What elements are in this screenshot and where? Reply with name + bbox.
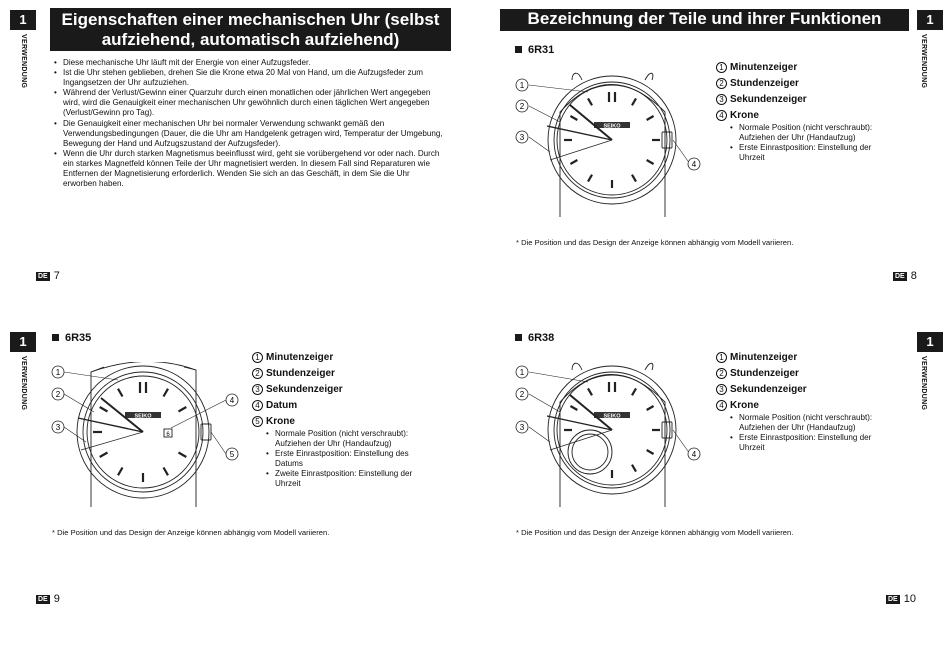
callout-2: 2 [55,390,61,399]
section-tab-p7: 1 [10,10,36,30]
hour-marker [100,453,108,458]
page9-parts-list [252,351,432,493]
section-label-p10: VERWENDUNG [920,356,927,411]
page-number: 9 [53,593,60,605]
square-bullet-icon [515,334,522,341]
crown-sub-list [730,123,896,163]
brand-logo: SEIKO [603,123,621,130]
lang-badge: DE [38,595,48,603]
callout-1: 1 [55,368,61,377]
square-bullet-icon [52,334,59,341]
hour-marker [118,468,123,476]
section-label-p8: VERWENDUNG [920,34,927,89]
page9-number [36,593,60,605]
callout-4: 4 [691,450,697,459]
part-number: 2 [716,78,727,89]
list-item: • Ist die Uhr stehen geblieben, drehen Sie die Krone etwa 20 Mal von Hand, um die Aufzugsfeder zum Ingangsetzen der Uhr aufzuziehen. [54,68,444,88]
part-number: 5 [252,416,263,427]
part-item [716,109,896,121]
part-item [716,93,896,105]
part-item [716,399,896,411]
hour-marker [179,407,187,412]
part-label: Datum [266,399,298,411]
page-number: 8 [910,270,917,282]
callout-3: 3 [519,423,525,432]
page7-title-line2: aufziehend, automatisch aufziehend) [101,30,400,49]
part-item [252,399,432,411]
page8-number [893,270,917,282]
hour-marker [570,406,577,410]
part-number: 2 [252,368,263,379]
watch-hands [547,395,612,450]
callout-2: 2 [519,102,525,111]
page8-model [515,44,554,56]
page7-bullet-list [54,58,444,189]
list-item: • Normale Position (nicht verschraubt): Aufziehen der Uhr (Handaufzug) [730,123,896,143]
part-number: 3 [716,384,727,395]
callout-1: 1 [519,368,525,377]
page7-title-line1: Eigenschaften einer mechanischen Uhr (selbst [61,10,440,29]
callout-2: 2 [519,390,525,399]
hour-marker [100,407,108,412]
part-item [252,415,432,427]
watch-drawing [77,362,211,507]
part-label: Sekundenzeiger [730,383,807,395]
model-name: 6R35 [65,332,92,344]
page-number: 7 [53,270,60,282]
part-label: Minutenzeiger [730,351,798,363]
hour-marker [588,388,592,395]
part-item [716,77,896,89]
list-item: • Normale Position (nicht verschraubt): Aufziehen der Uhr (Handaufzug) [730,413,896,433]
list-item: • Wenn die Uhr durch starken Magnetismus beeinflusst wird, geht sie vorübergehend vor oder nach. Durch ein starkes Magnetfeld können Teile der Uhr magnetisiert werden. In diesem Fall sind Reparaturen wie Entfernen der Magnetisierung erforderlich. Wenden Sie sich an das Geschäft, in dem Sie die Uhr erworben haben. [54,149,444,189]
page9-model [52,332,91,344]
brand-logo: SEIKO [134,413,152,420]
page8-title: Bezeichnung der Teile und ihrer Funktionen [500,9,909,31]
lang-badge: DE [888,595,898,603]
model-name: 6R38 [528,332,555,344]
page7-title [50,8,451,51]
page-number: 10 [903,593,916,605]
part-number: 1 [252,352,263,363]
page9-note: * Die Position und das Design der Anzeige können abhängig vom Modell variieren. [52,528,330,537]
part-label: Stundenzeiger [730,367,799,379]
list-item: • Erste Einrastposition: Einstellung des Datums [266,449,416,469]
watch-diagram-6r38 [510,362,710,512]
page7-number [36,270,60,282]
part-label: Stundenzeiger [730,77,799,89]
section-label-p9: VERWENDUNG [20,356,27,411]
part-item [252,351,432,363]
part-number: 2 [716,368,727,379]
list-item: • Während der Verlust/Gewinn einer Quarzuhr durch einen monatlichen oder jährlichen Wert angegeben wird, wird die Genauigkeit einer mechanischen Uhr gewöhnlich durch einen täglichen Wert angegeben (Verlust/Gewinn pro Tag). [54,88,444,118]
list-item: • Erste Einrastposition: Einstellung der Uhrzeit [730,433,896,453]
square-bullet-icon [515,46,522,53]
page8-note: * Die Position und das Design der Anzeige können abhängig vom Modell variieren. [516,238,794,247]
hour-marker [647,450,654,454]
callout-5: 5 [229,450,235,459]
page10-model [515,332,554,344]
part-number: 4 [252,400,263,411]
hour-marker [179,453,187,458]
hour-marker [632,388,636,395]
page8-parts-list [716,61,896,167]
section-tab-p8: 1 [917,10,943,30]
crown-sub-list [266,429,416,489]
part-label: Minutenzeiger [730,61,798,73]
part-item [252,367,432,379]
watch-drawing [548,363,676,507]
model-name: 6R31 [528,44,555,56]
part-item [716,61,896,73]
lang-badge: DE [38,272,48,280]
section-tab-p9: 1 [10,332,36,352]
hour-marker [632,465,636,472]
list-item: • Diese mechanische Uhr läuft mit der Energie von einer Aufzugsfeder. [54,58,444,68]
part-number: 4 [716,400,727,411]
watch-diagram-6r35 [46,362,246,512]
list-item: • Die Genauigkeit einer mechanischen Uhr bei normaler Verwendung schwankt gemäß den Verwendungsbedingungen (Dauer, die die Uhr am Handgelenk getragen wird, Temperatur der Umgebung, Bewegung der Hand und Aufzugszustand der Aufzugsfeder). [54,119,444,149]
callout-3: 3 [55,423,61,432]
part-item [252,383,432,395]
part-number: 4 [716,110,727,121]
lang-badge: DE [895,272,905,280]
part-number: 1 [716,62,727,73]
page10-note: * Die Position und das Design der Anzeige können abhängig vom Modell variieren. [516,528,794,537]
part-item [716,351,896,363]
section-label-p7: VERWENDUNG [20,34,27,89]
hour-marker [164,468,169,476]
part-number: 3 [252,384,263,395]
second-hand [550,430,612,450]
part-label: Krone [266,415,295,427]
part-label: Stundenzeiger [266,367,335,379]
page10-number [886,593,916,605]
page10-parts-list [716,351,896,457]
part-label: Krone [730,109,759,121]
list-item: • Normale Position (nicht verschraubt): Aufziehen der Uhr (Handaufzug) [266,429,416,449]
hour-marker [118,389,123,397]
callout-lines [510,72,710,222]
part-number: 3 [716,94,727,105]
callout-4: 4 [691,160,697,169]
list-item: • Erste Einrastposition: Einstellung der Uhrzeit [730,143,896,163]
hour-marker [647,406,654,410]
part-item [716,367,896,379]
callout-4: 4 [229,396,235,405]
part-item [716,383,896,395]
hour-marker [164,389,169,397]
part-label: Sekundenzeiger [730,93,807,105]
callout-3: 3 [519,133,525,142]
open-heart-aperture [568,430,612,474]
part-label: Sekundenzeiger [266,383,343,395]
list-item: • Zweite Einrastposition: Einstellung der Uhrzeit [266,469,416,489]
watch-lug-upper [91,367,196,372]
part-label: Minutenzeiger [266,351,334,363]
second-hand [81,432,143,450]
part-label: Krone [730,399,759,411]
watch-lug-upper [572,363,653,370]
date-digit: 6 [166,432,170,438]
crown-sub-list [730,413,896,453]
brand-logo: SEIKO [603,413,621,420]
open-heart-inner [572,434,608,470]
section-tab-p10: 1 [917,332,943,352]
part-number: 1 [716,352,727,363]
callout-1: 1 [519,81,525,90]
